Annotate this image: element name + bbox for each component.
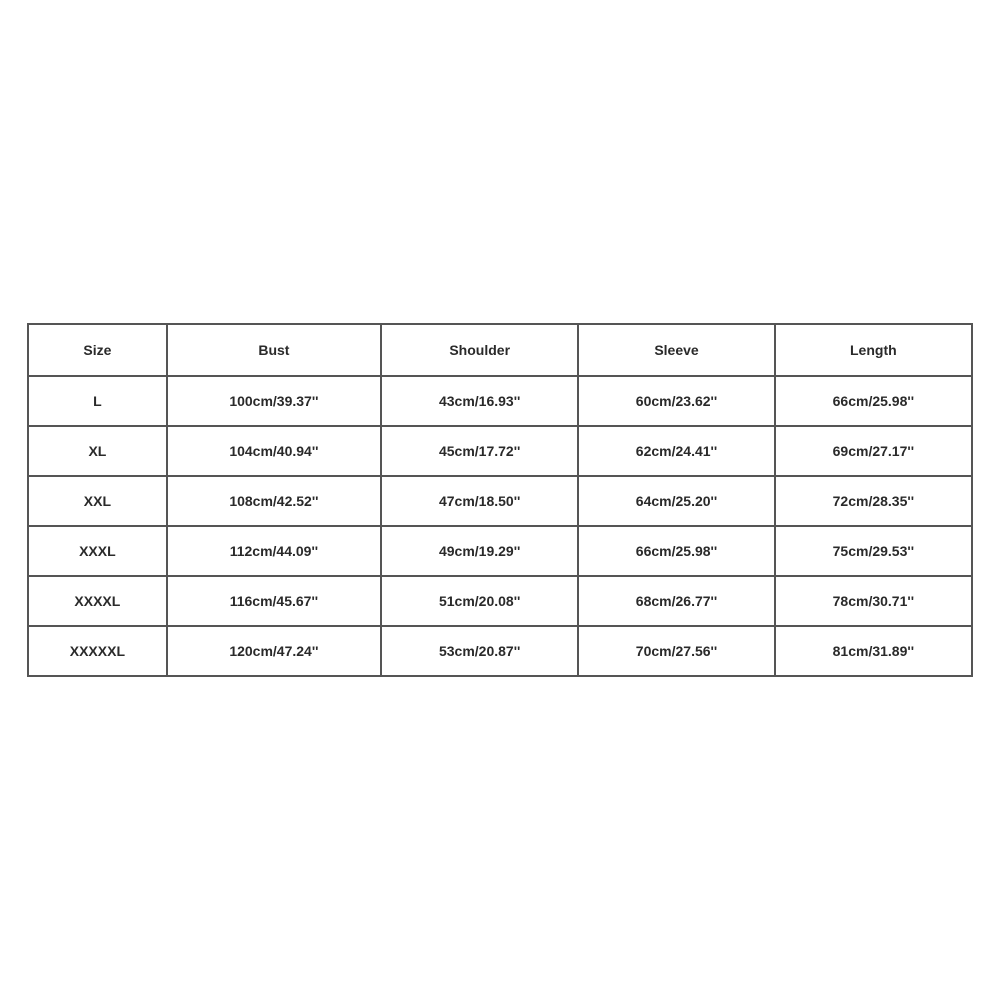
cell-bust: 104cm/40.94'' bbox=[167, 426, 381, 476]
cell-bust: 116cm/45.67'' bbox=[167, 576, 381, 626]
header-row bbox=[28, 324, 972, 376]
cell-size: XXL bbox=[28, 476, 167, 526]
table-row bbox=[28, 576, 972, 626]
cell-sleeve: 68cm/26.77'' bbox=[578, 576, 774, 626]
cell-shoulder: 51cm/20.08'' bbox=[381, 576, 578, 626]
cell-length: 75cm/29.53'' bbox=[775, 526, 972, 576]
cell-size: XXXXXL bbox=[28, 626, 167, 676]
table-row bbox=[28, 376, 972, 426]
table-row bbox=[28, 476, 972, 526]
cell-shoulder: 53cm/20.87'' bbox=[381, 626, 578, 676]
cell-length: 72cm/28.35'' bbox=[775, 476, 972, 526]
cell-sleeve: 60cm/23.62'' bbox=[578, 376, 774, 426]
cell-bust: 108cm/42.52'' bbox=[167, 476, 381, 526]
cell-length: 81cm/31.89'' bbox=[775, 626, 972, 676]
cell-sleeve: 64cm/25.20'' bbox=[578, 476, 774, 526]
cell-sleeve: 66cm/25.98'' bbox=[578, 526, 774, 576]
cell-shoulder: 47cm/18.50'' bbox=[381, 476, 578, 526]
table-row bbox=[28, 426, 972, 476]
cell-length: 66cm/25.98'' bbox=[775, 376, 972, 426]
cell-sleeve: 62cm/24.41'' bbox=[578, 426, 774, 476]
cell-bust: 112cm/44.09'' bbox=[167, 526, 381, 576]
table-row bbox=[28, 626, 972, 676]
cell-shoulder: 43cm/16.93'' bbox=[381, 376, 578, 426]
cell-bust: 120cm/47.24'' bbox=[167, 626, 381, 676]
cell-size: XXXL bbox=[28, 526, 167, 576]
cell-size: XXXXL bbox=[28, 576, 167, 626]
header-cell-sleeve: Sleeve bbox=[578, 324, 774, 376]
header-cell-bust: Bust bbox=[167, 324, 381, 376]
cell-length: 69cm/27.17'' bbox=[775, 426, 972, 476]
cell-size: XL bbox=[28, 426, 167, 476]
cell-sleeve: 70cm/27.56'' bbox=[578, 626, 774, 676]
cell-shoulder: 45cm/17.72'' bbox=[381, 426, 578, 476]
table-row bbox=[28, 526, 972, 576]
header-cell-shoulder: Shoulder bbox=[381, 324, 578, 376]
header-cell-size: Size bbox=[28, 324, 167, 376]
size-chart-table bbox=[27, 323, 973, 677]
cell-length: 78cm/30.71'' bbox=[775, 576, 972, 626]
header-cell-length: Length bbox=[775, 324, 972, 376]
cell-shoulder: 49cm/19.29'' bbox=[381, 526, 578, 576]
cell-bust: 100cm/39.37'' bbox=[167, 376, 381, 426]
cell-size: L bbox=[28, 376, 167, 426]
